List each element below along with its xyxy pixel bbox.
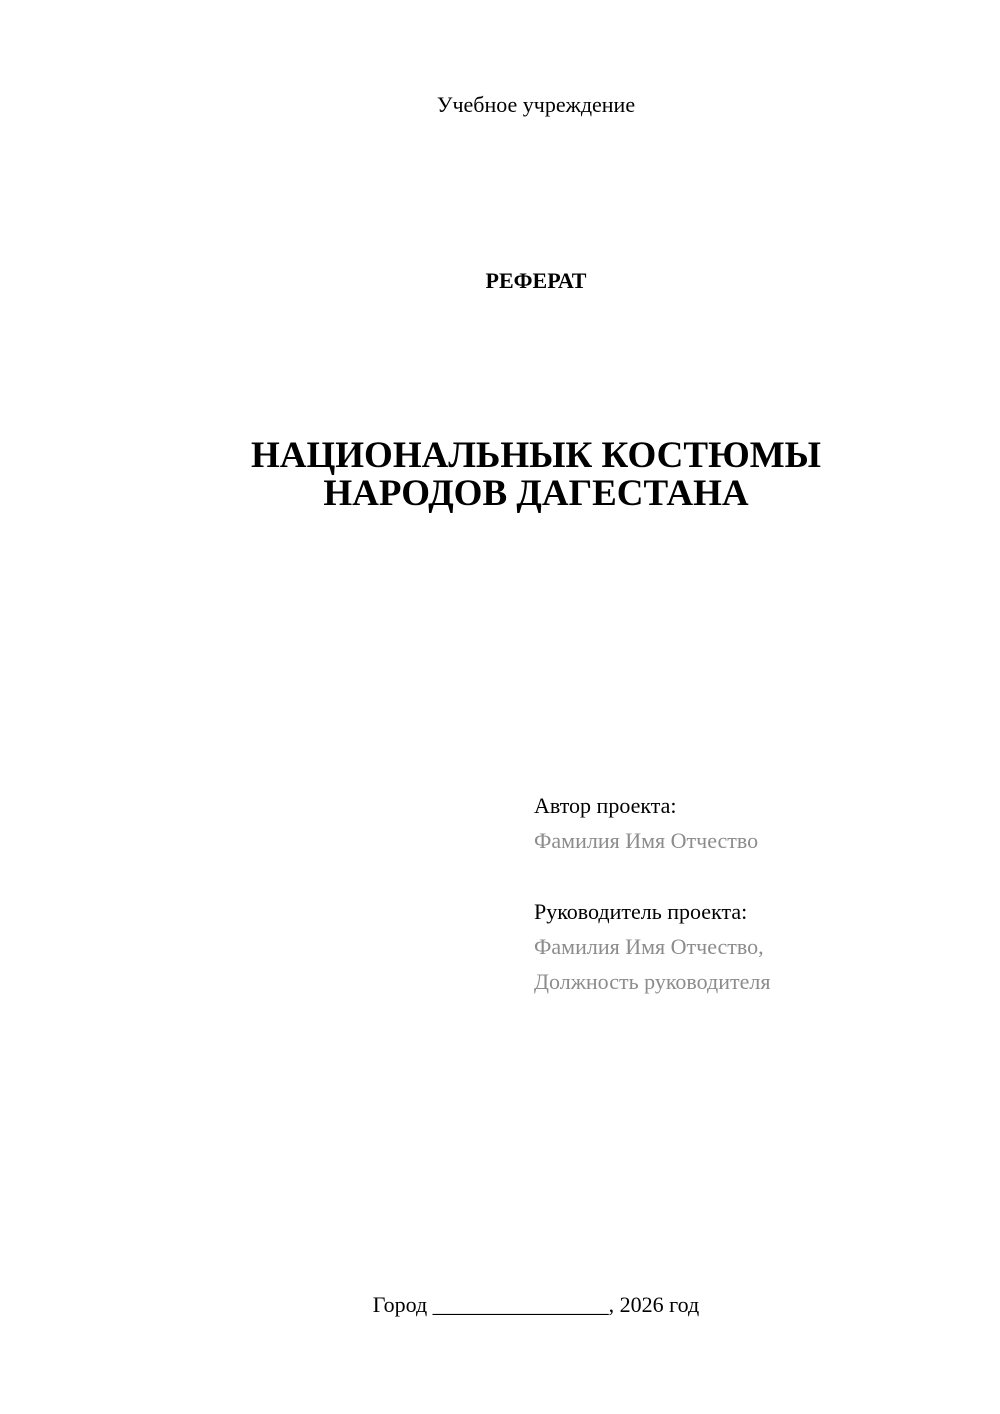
spacer xyxy=(534,858,974,894)
author-name: Фамилия Имя Отчество xyxy=(534,828,759,853)
title-line-1: НАЦИОНАЛЬНЫК КОСТЮМЫ xyxy=(250,435,821,476)
title-line-2: НАРОДОВ ДАГЕСТАНА xyxy=(323,473,749,514)
institution-name: Учебное учреждение xyxy=(436,92,636,117)
author-label: Автор проекта: xyxy=(534,793,677,818)
document-title xyxy=(0,437,1000,513)
project-info-block xyxy=(534,788,974,999)
document-type: РЕФЕРАТ xyxy=(485,268,587,293)
city-year-line: Город ________________, 2026 год xyxy=(372,1292,700,1317)
supervisor-label: Руководитель проекта: xyxy=(534,899,748,924)
supervisor-name: Фамилия Имя Отчество, xyxy=(534,934,764,959)
supervisor-position: Должность руководителя xyxy=(534,969,771,994)
